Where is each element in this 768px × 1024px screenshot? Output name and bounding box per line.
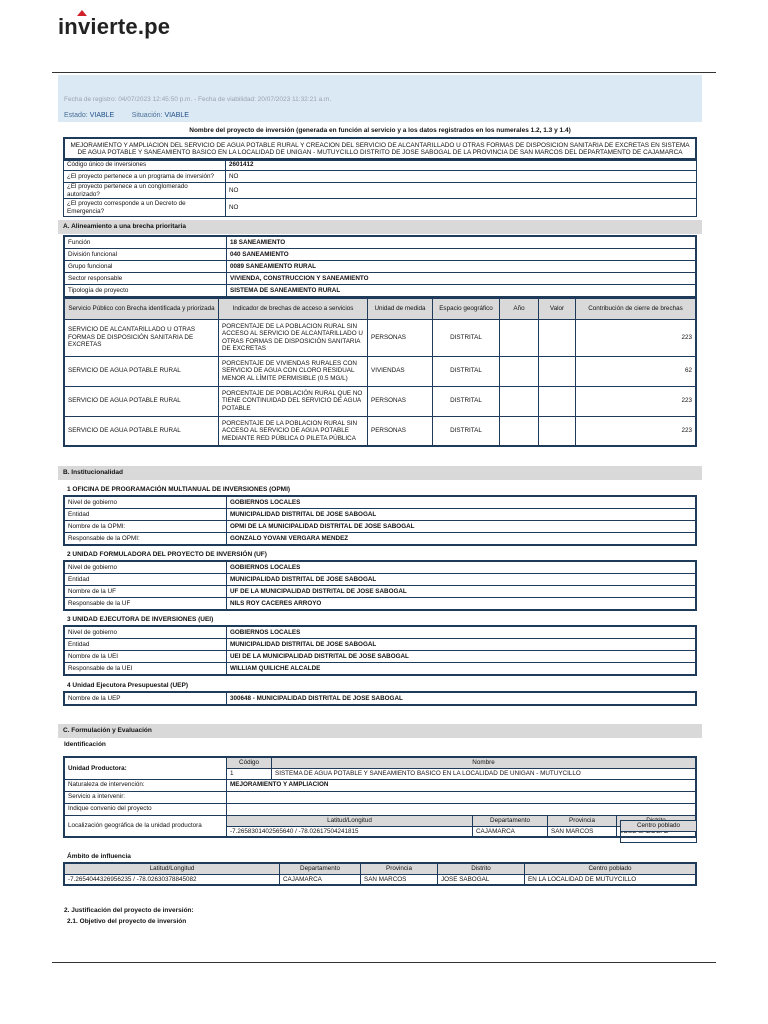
- project-name: MEJORAMIENTO Y AMPLIACION DEL SERVICIO DE AGUA POTABLE RURAL Y CREACION DEL SERVICIO DE ALCANTARILLADO U OTRAS FORMAS DE DISPOSICION SANITARIA DE EXCRETAS EN SISTEMA DE AGUA POTABLE Y SANEAMIENTO BASICO EN LA LOCALIDAD DE UNIGAN - MUTUYCILLO DISTRITO DE JOSE SABOGAL DE LA PROVINCIA DE SAN MARCOS DEL DEPARTAMENTO DE CAJAMARCA: [64, 138, 696, 160]
- bottom-divider: [52, 962, 716, 963]
- brechas-table: Servicio Público con Brecha identificada y priorizada Indicador de brechas de acceso a servicios Unidad de medida Espacio geográfico Año Valor Contribución de cierre de brechas SERVICIO DE ALCANTARILLADO U OTRAS FORMAS DE DISPOSICIÓN SANITARIA DE EXCRETAS PORCENTAJE DE LA POBLACION RURAL SIN ACCESO AL SERVICIO DE ALCANTARILLADO U OTRAS FORMAS DE DISPOSICIÓN SANITARIA DE EXCRETAS PERSONAS DISTRITAL 223 SERVICIO DE AGUA POTABLE RURAL PORCENTAJE DE VIVIENDAS RURALES CON SERVICIO DE AGUA CON CLORO RESIDUAL MENOR AL LÍMITE PERMISIBLE (0.5 MG/L) VIVIENDAS DISTRITAL 62 SERVICIO DE AGUA POTABLE RURAL PORCENTAJE DE POBLACIÓN RURAL QUE NO TIENE CONTINUIDAD DEL SERVICIO DE AGUA POTABLE PERSONAS DISTRITAL 223 SERVICIO DE AGUA POTABLE RURAL PORCENTAJE DE LA POBLACION RURAL SIN ACCESO AL SERVICIO DE AGUA POTABLE MEDIANTE RED PÚBLICA O PILETA PÚBLICA PERSONAS DISTRITAL 223: [63, 297, 697, 447]
- centro-poblado-cell: Centro poblado: [620, 820, 697, 843]
- situacion-value: VIABLE: [164, 112, 189, 119]
- unidad-productora-table: Unidad Productora: Código Nombre 1 SISTEMA DE AGUA POTABLE Y SANEAMIENTO BASICO EN LA LOCALIDAD DE UNIGAN - MUTUYCILLO Naturaleza de intervención: MEJORAMIENTO Y AMPLIACION Servicio a intervenir: Indique convenio del proyecto Localización geográfica de la unidad productora Latitud/Longitud Departamento Provincia -7.2658301402565640 / -78.02617504241815 CAJAMARCA SAN MARCOS: [63, 756, 697, 838]
- uf-title: 2 UNIDAD FORMULADORA DEL PROYECTO DE INVERSIÓN (UF): [67, 551, 267, 558]
- alineamiento-table: Función 18 SANEAMIENTO División funcional 040 SANEAMIENTO Grupo funcional 0089 SANEAMIENTO RURAL Sector responsable VIVIENDA, CONSTRUCCION Y SANEAMIENTO Tipología de proyecto SISTEMA DE SANEAMIENTO RURAL: [63, 235, 697, 298]
- section-c-title: C. Formulación y Evaluación: [58, 724, 702, 738]
- project-name-label: Nombre del proyecto de inversión (generada en función al servicio y a los datos registrados en los numerales 1.2, 1.3 y 1.4): [189, 127, 571, 134]
- brecha-row: SERVICIO DE ALCANTARILLADO U OTRAS FORMAS DE DISPOSICIÓN SANITARIA DE EXCRETAS PORCENTAJE DE LA POBLACION RURAL SIN ACCESO AL SERVICIO DE ALCANTARILLADO U OTRAS FORMAS DE DISPOSICIÓN SANITARIA DE EXCRETAS PERSONAS DISTRITAL 223: [64, 319, 696, 356]
- logo-roof-icon: [77, 10, 87, 16]
- invierte-pe-logo: invierte.pe: [58, 14, 170, 40]
- cui-value: 2601412: [226, 159, 697, 171]
- opmi-title: 1 OFICINA DE PROGRAMACIÓN MULTIANUAL DE INVERSIONES (OPMI): [67, 486, 291, 493]
- justificacion-title: 2. Justificación del proyecto de inversión:: [64, 907, 194, 914]
- brecha-row: SERVICIO DE AGUA POTABLE RURAL PORCENTAJE DE LA POBLACION RURAL SIN ACCESO AL SERVICIO DE AGUA POTABLE MEDIANTE RED PÚBLICA O PILETA PÚBLICA PERSONAS DISTRITAL 223: [64, 416, 696, 446]
- ambito-title: Ámbito de influencia: [67, 853, 131, 860]
- status-line: Estado: VIABLE Situación: VIABLE: [64, 112, 189, 119]
- brecha-row: SERVICIO DE AGUA POTABLE RURAL PORCENTAJE DE POBLACIÓN RURAL QUE NO TIENE CONTINUIDAD DEL SERVICIO DE AGUA POTABLE PERSONAS DISTRITAL 223: [64, 386, 696, 416]
- top-divider: [52, 72, 716, 73]
- identificacion-title: Identificación: [64, 741, 106, 748]
- opmi-table: Nivel de gobierno GOBIERNOS LOCALES Entidad MUNICIPALIDAD DISTRITAL DE JOSE SABOGAL Nombre de la OPMI: OPMI DE LA MUNICIPALIDAD DISTRITAL DE JOSE SABOGAL Responsable de la OPMI: GONZALO YOVANI VERGARA MENDEZ: [63, 495, 697, 546]
- section-b-title: B. Institucionalidad: [58, 466, 702, 480]
- uei-title: 3 UNIDAD EJECUTORA DE INVERSIONES (UEI): [67, 616, 214, 623]
- objetivo-title: 2.1. Objetivo del proyecto de inversión: [67, 918, 187, 925]
- uf-table: Nivel de gobierno GOBIERNOS LOCALES Entidad MUNICIPALIDAD DISTRITAL DE JOSE SABOGAL Nombre de la UF UF DE LA MUNICIPALIDAD DISTRITAL DE JOSE SABOGAL Responsable de la UF NILS ROY CACERES ARROYO: [63, 560, 697, 611]
- ambito-table: Latitud/Longitud Departamento Provincia Distrito Centro poblado -7.2654044326956235 / -78.02630378845082 CAJAMARCA SAN MARCOS JOSE SABOGAL EN LA LOCALIDAD DE MUTUYCILLO: [63, 862, 697, 886]
- unidad-productora-label: Unidad Productora:: [64, 757, 227, 779]
- section-a-title: A. Alineamiento a una brecha prioritaria: [58, 220, 702, 234]
- uei-table: Nivel de gobierno GOBIERNOS LOCALES Entidad MUNICIPALIDAD DISTRITAL DE JOSE SABOGAL Nombre de la UEI UEI DE LA MUNICIPALIDAD DISTRITAL DE JOSE SABOGAL Responsable de la UEI WILLIAM QUILICHE ALCALDE: [63, 625, 697, 676]
- uep-title: 4 Unidad Ejecutora Presupuestal (UEP): [67, 682, 189, 689]
- estado-value: VIABLE: [89, 112, 115, 119]
- project-info-table: Código único de inversiones 2601412 ¿El proyecto pertenece a un programa de inversión? NO ¿El proyecto pertenece a un conglomerado autorizado? NO ¿El proyecto corresponde a un Decreto de Emergencia? NO: [63, 158, 697, 217]
- brecha-row: SERVICIO DE AGUA POTABLE RURAL PORCENTAJE DE VIVIENDAS RURALES CON SERVICIO DE AGUA CON CLORO RESIDUAL MENOR AL LÍMITE PERMISIBLE (0.5 MG/L) VIVIENDAS DISTRITAL 62: [64, 356, 696, 386]
- dates-text: Fecha de registro: 04/07/2023 12:45:50 p.m. - Fecha de viabilidad: 20/07/2023 11:32:21 a.m.: [64, 96, 332, 103]
- uep-table: Nombre de la UEP 300648 - MUNICIPALIDAD DISTRITAL DE JOSE SABOGAL: [63, 691, 697, 706]
